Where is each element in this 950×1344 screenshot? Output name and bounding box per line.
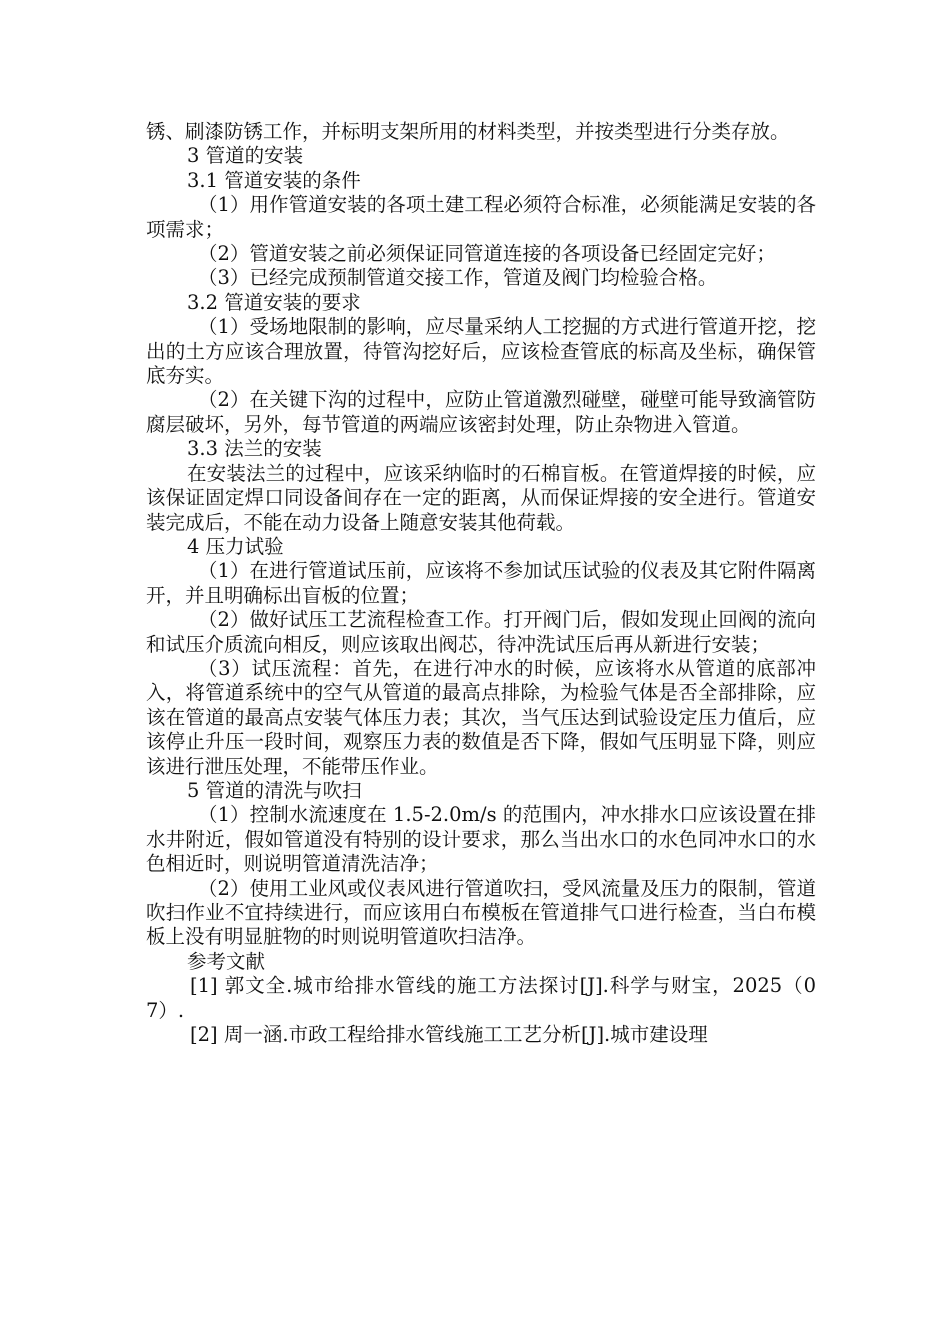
section-heading-3: 3 管道的安装 bbox=[187, 144, 304, 168]
reference-item: [2] 周一涵.市政工程给排水管线施工工艺分析[J].城市建设理 bbox=[190, 1023, 708, 1047]
list-item: （2）做好试压工艺流程检查工作。打开阀门后，假如发现止回阀的流向和试压介质流向相反，则应该取出阀芯，待冲洗试压后再从新进行安装； bbox=[146, 608, 816, 656]
list-item: （2）在关键下沟的过程中，应防止管道激烈碰壁，碰壁可能导致滴管防腐层破坏，另外，每节管道的两端应该密封处理，防止杂物进入管道。 bbox=[146, 388, 816, 436]
body-paragraph: 在安装法兰的过程中，应该采纳临时的石棉盲板。在管道焊接的时候，应该保证固定焊口同设备间存在一定的距离，从而保证焊接的安全进行。管道安装完成后，不能在动力设备上随意安装其他荷载。 bbox=[146, 461, 816, 534]
list-item: （3）试压流程：首先，在进行冲水的时候，应该将水从管道的底部冲入，将管道系统中的空气从管道的最高点排除，为检验气体是否全部排除，应该在管道的最高点安装气体压力表；其次，当气压达到试验设定压力值后，应该停止升压一段时间，观察压力表的数值是否下降，假如气压明显下降，则应该进行泄压处理，不能带压作业。 bbox=[146, 656, 816, 778]
subsection-heading-3-3: 3.3 法兰的安装 bbox=[187, 437, 322, 461]
reference-item: [1] 郭文全.城市给排水管线的施工方法探讨[J].科学与财宝，2025（07）. bbox=[146, 974, 816, 1022]
list-item: （2）管道安装之前必须保证同管道连接的各项设备已经固定完好； bbox=[198, 242, 776, 266]
subsection-heading-3-2: 3.2 管道安装的要求 bbox=[187, 290, 361, 314]
list-item: （3）已经完成预制管道交接工作，管道及阀门均检验合格。 bbox=[198, 266, 718, 290]
list-item: （1）用作管道安装的各项土建工程必须符合标准，必须能满足安装的各项需求； bbox=[146, 193, 816, 241]
references-heading: 参考文献 bbox=[187, 949, 266, 973]
list-item: （1）控制水流速度在 1.5-2.0m/s 的范围内，冲水排水口应该设置在排水井附近，假如管道没有特别的设计要求，那么当出水口的水色同冲水口的水色相近时，则说明管道清洗洁净； bbox=[146, 803, 816, 876]
list-item: （1）受场地限制的影响，应尽量采纳人工挖掘的方式进行管道开挖，挖出的土方应该合理放置，待管沟挖好后，应该检查管底的标高及坐标，确保管底夯实。 bbox=[146, 315, 816, 388]
subsection-heading-3-1: 3.1 管道安装的条件 bbox=[187, 168, 361, 192]
document-body bbox=[146, 120, 816, 1047]
list-item: （2）使用工业风或仪表风进行管道吹扫，受风流量及压力的限制，管道吹扫作业不宜持续进行，而应该用白布模板在管道排气口进行检查，当白布模板上没有明显脏物的时则说明管道吹扫洁净。 bbox=[146, 876, 816, 949]
section-heading-4: 4 压力试验 bbox=[187, 534, 284, 558]
list-item: （1）在进行管道试压前，应该将不参加试压试验的仪表及其它附件隔离开，并且明确标出盲板的位置； bbox=[146, 559, 816, 607]
paragraph-continuation: 锈、刷漆防锈工作，并标明支架所用的材料类型，并按类型进行分类存放。 bbox=[146, 120, 790, 143]
section-heading-5: 5 管道的清洗与吹扫 bbox=[187, 778, 362, 802]
